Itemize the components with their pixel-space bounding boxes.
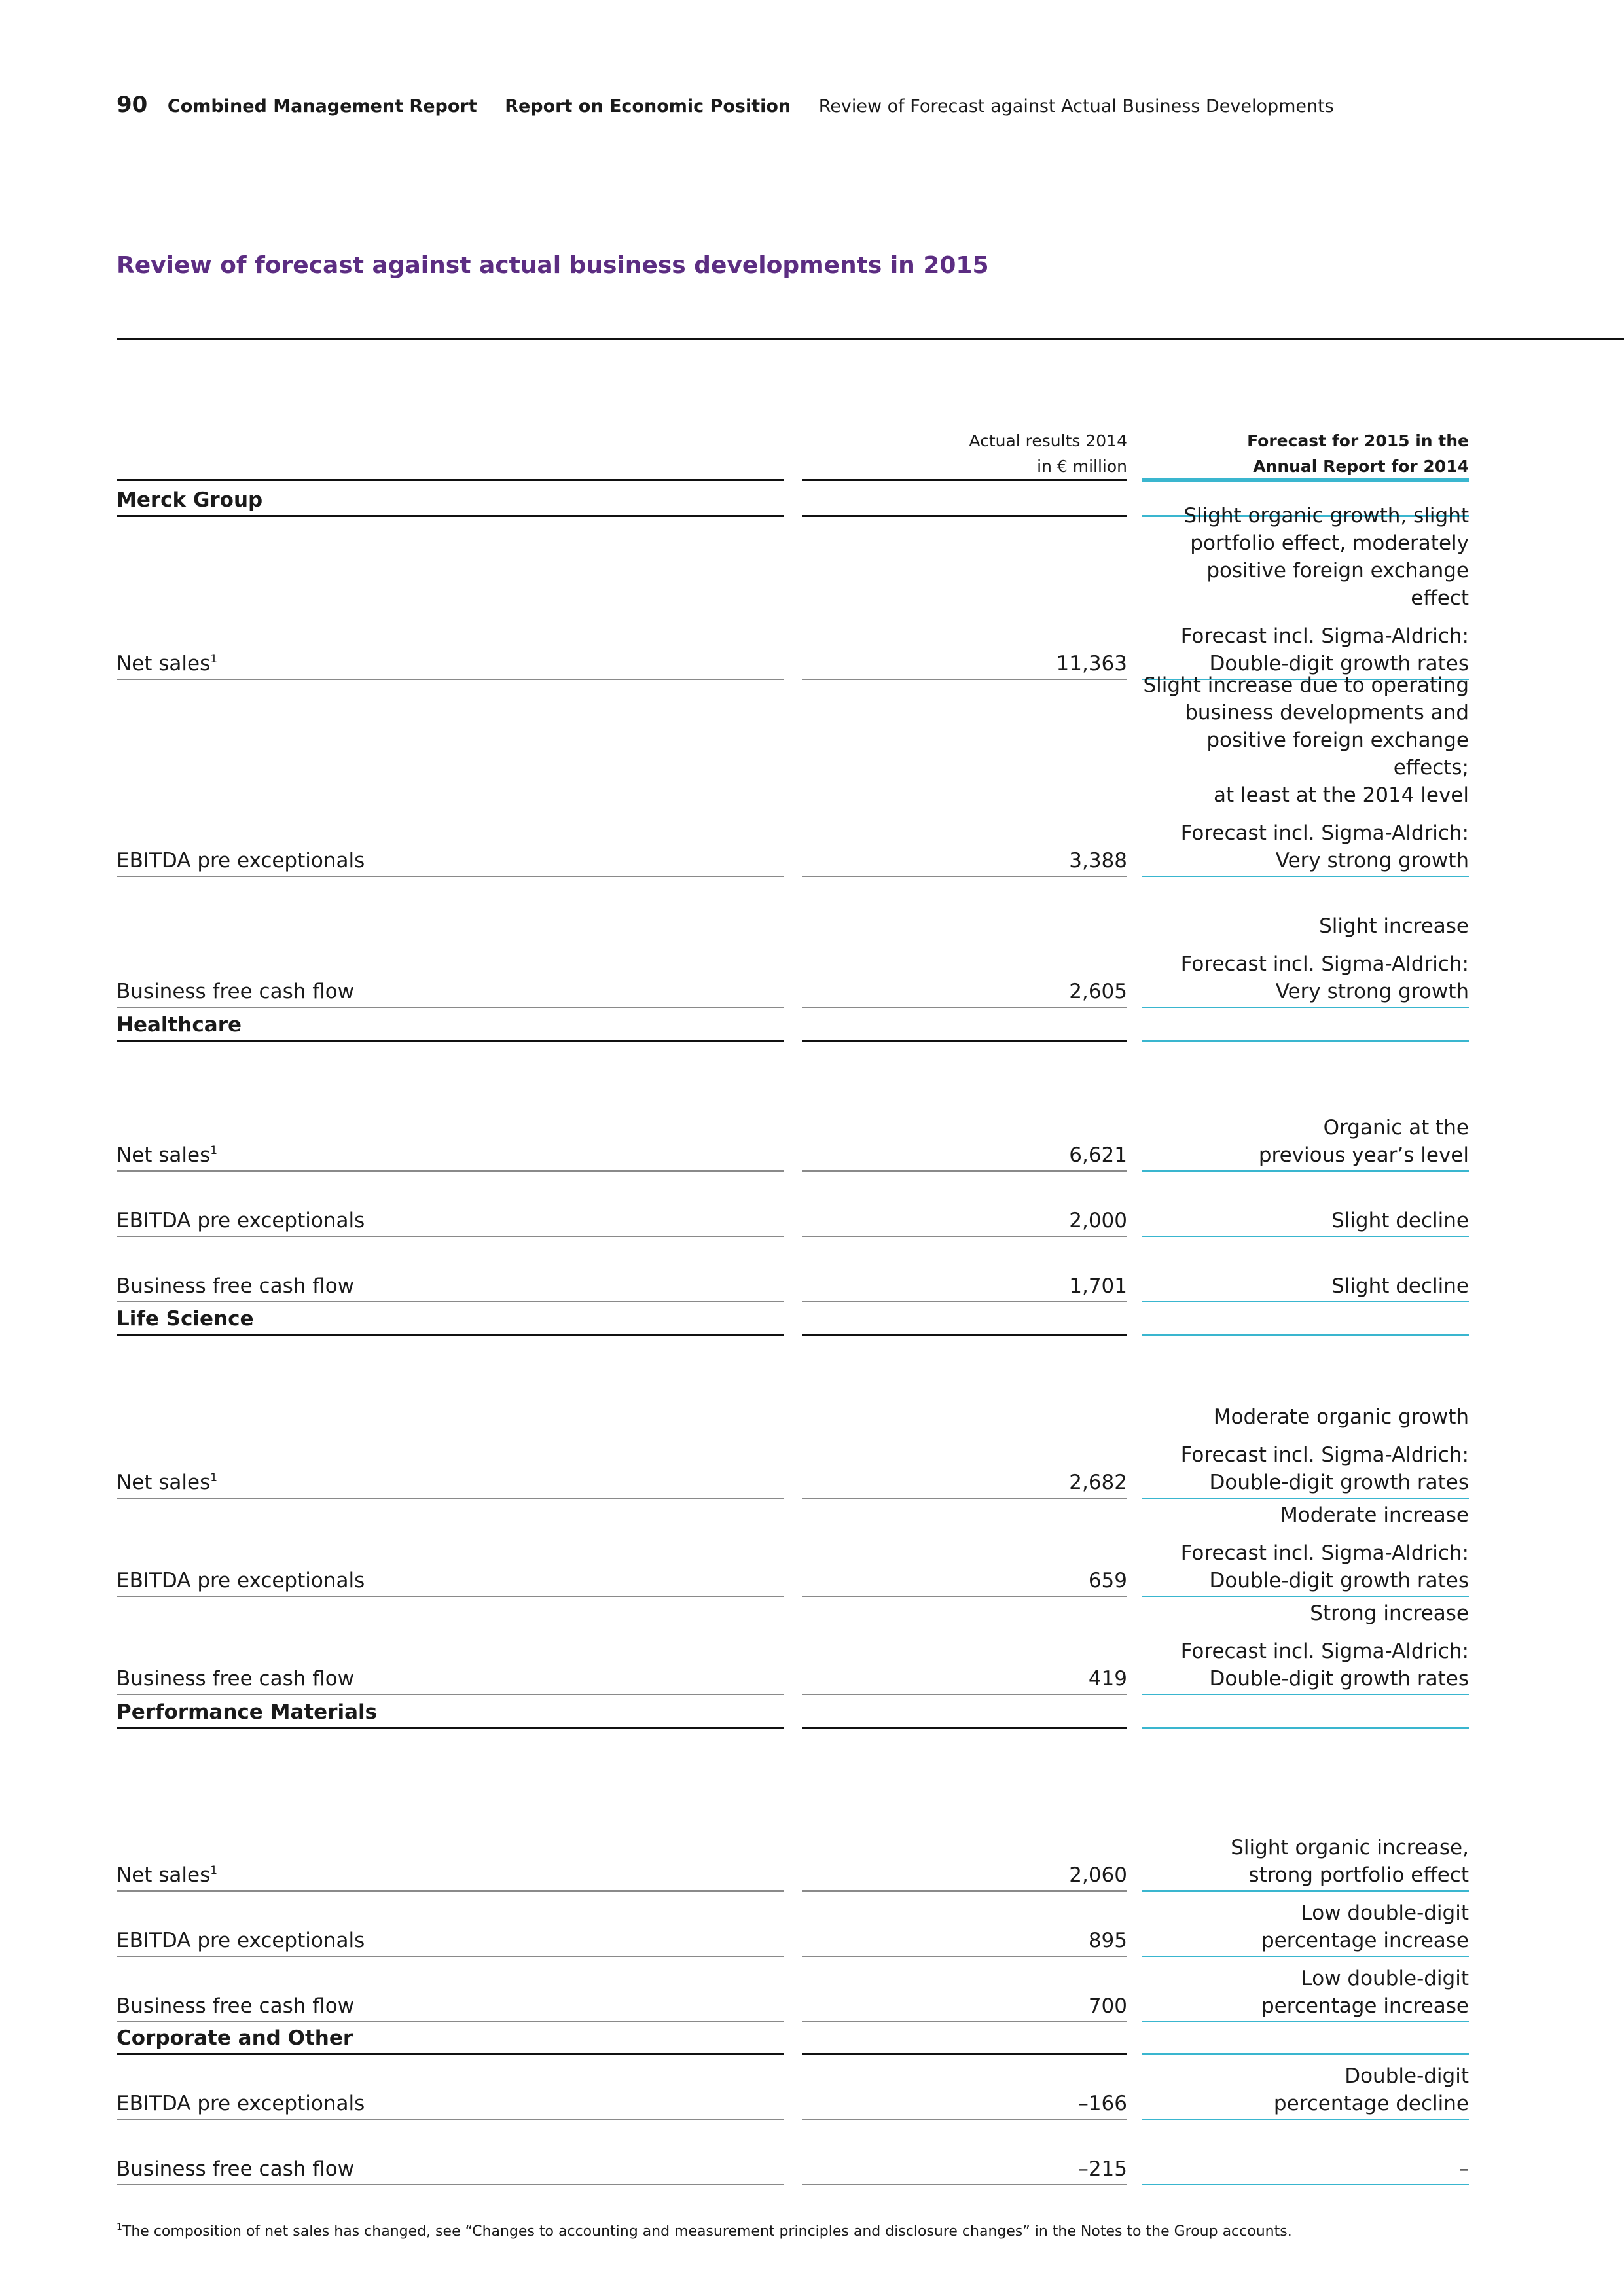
forecast-line: Moderate increase bbox=[1280, 1503, 1469, 1527]
footnote-ref: 1 bbox=[210, 1471, 218, 1484]
section-label: Healthcare bbox=[117, 1013, 242, 1037]
row-rule-forecast bbox=[1142, 2184, 1469, 2185]
actual-value: 3,388 bbox=[1069, 849, 1127, 872]
actual-value: 895 bbox=[1088, 1929, 1127, 1952]
forecast-line: Forecast incl. Sigma-Aldrich: bbox=[1180, 1640, 1469, 1663]
forecast-line: Double-digit growth rates bbox=[1209, 652, 1469, 675]
row-label-text: Net sales bbox=[117, 1863, 211, 1887]
header-subsection: Report on Economic Position bbox=[505, 96, 791, 117]
footnote bbox=[117, 2223, 1292, 2240]
forecast-line: Low double-digit bbox=[1301, 1967, 1469, 1990]
actual-value: 6,621 bbox=[1069, 1143, 1127, 1167]
actual-value: 11,363 bbox=[1056, 652, 1127, 675]
header-section: Combined Management Report bbox=[167, 96, 477, 117]
forecast-line: Slight increase bbox=[1319, 914, 1469, 938]
section-label: Performance Materials bbox=[117, 1700, 378, 1724]
row-label bbox=[117, 2155, 784, 2183]
forecast-line: portfolio effect, moderately bbox=[1190, 531, 1469, 555]
footnote-ref: 1 bbox=[210, 1144, 218, 1157]
row-label-text: Business free cash flow bbox=[117, 980, 355, 1003]
footnote-marker: 1 bbox=[117, 2222, 122, 2233]
actual-value: 2,682 bbox=[1069, 1471, 1127, 1494]
forecast-line: percentage decline bbox=[1273, 2092, 1469, 2115]
forecast-line: percentage increase bbox=[1261, 1929, 1469, 1952]
actual-value: 659 bbox=[1088, 1569, 1127, 1592]
row-label-text: EBITDA pre exceptionals bbox=[117, 1209, 365, 1232]
forecast-line: at least at the 2014 level bbox=[1213, 783, 1469, 807]
footnote-text: The composition of net sales has changed, see “Changes to accounting and measurement principles and disclosure changes” in the Notes to the Group accounts. bbox=[122, 2223, 1292, 2240]
row-label-text: EBITDA pre exceptionals bbox=[117, 849, 365, 872]
row-label-text: Business free cash flow bbox=[117, 1994, 355, 2018]
page-title: Review of forecast against actual business developments in 2015 bbox=[117, 252, 989, 279]
forecast-line: Slight decline bbox=[1331, 1274, 1469, 1298]
row-label-text: Business free cash flow bbox=[117, 1667, 355, 1691]
forecast-line: Slight organic increase, bbox=[1231, 1836, 1469, 1859]
forecast-line: Forecast incl. Sigma-Aldrich: bbox=[1180, 624, 1469, 648]
column-header-forecast-line2: Annual Report for 2014 bbox=[1253, 457, 1469, 476]
forecast-line: Moderate organic growth bbox=[1213, 1405, 1469, 1429]
row-label-text: Net sales bbox=[117, 1143, 211, 1167]
actual-value: 2,000 bbox=[1069, 1209, 1127, 1232]
column-header-actual-line2: in € million bbox=[1037, 457, 1127, 476]
footnote-ref: 1 bbox=[210, 1864, 218, 1877]
forecast-line: Slight organic growth, slight bbox=[1183, 504, 1469, 528]
column-header-actual-line1: Actual results 2014 bbox=[969, 431, 1127, 450]
forecast-line: Organic at the bbox=[1323, 1116, 1469, 1139]
row-label-text: Business free cash flow bbox=[117, 2157, 355, 2181]
actual-value: 419 bbox=[1088, 1667, 1127, 1691]
forecast-line: Slight decline bbox=[1331, 1209, 1469, 1232]
forecast-line: positive foreign exchange effect bbox=[1206, 559, 1469, 610]
forecast-text bbox=[1142, 2155, 1469, 2183]
forecast-line: Double-digit growth rates bbox=[1209, 1569, 1469, 1592]
forecast-line: positive foreign exchange effects; bbox=[1206, 728, 1469, 780]
forecast-line: strong portfolio effect bbox=[1248, 1863, 1469, 1887]
actual-value: 1,701 bbox=[1069, 1274, 1127, 1298]
row-label-text: Net sales bbox=[117, 1471, 211, 1494]
section-label: Corporate and Other bbox=[117, 2026, 353, 2050]
actual-value: –166 bbox=[1078, 2092, 1127, 2115]
actual-value: 2,605 bbox=[1069, 980, 1127, 1003]
row-label-text: Net sales bbox=[117, 652, 211, 675]
row-label-text: EBITDA pre exceptionals bbox=[117, 2092, 365, 2115]
actual-value: 2,060 bbox=[1069, 1863, 1127, 1887]
forecast-line: Double-digit bbox=[1344, 2064, 1469, 2088]
row-rule-value bbox=[802, 2184, 1127, 2185]
forecast-line: Forecast incl. Sigma-Aldrich: bbox=[1180, 1541, 1469, 1565]
forecast-line: business developments and bbox=[1185, 701, 1469, 725]
row-label-text: EBITDA pre exceptionals bbox=[117, 1929, 365, 1952]
page-number: 90 bbox=[117, 92, 148, 118]
forecast-line: Double-digit growth rates bbox=[1209, 1667, 1469, 1691]
row-label-text: EBITDA pre exceptionals bbox=[117, 1569, 365, 1592]
actual-value: 700 bbox=[1088, 1994, 1127, 2018]
forecast-line: Forecast incl. Sigma-Aldrich: bbox=[1180, 821, 1469, 845]
row-label-text: Business free cash flow bbox=[117, 1274, 355, 1298]
actual-value: –215 bbox=[1078, 2157, 1127, 2181]
forecast-line: Forecast incl. Sigma-Aldrich: bbox=[1180, 952, 1469, 976]
section-label: Life Science bbox=[117, 1307, 254, 1331]
forecast-line: Double-digit growth rates bbox=[1209, 1471, 1469, 1494]
forecast-line: percentage increase bbox=[1261, 1994, 1469, 2018]
forecast-line: previous year’s level bbox=[1258, 1143, 1469, 1167]
forecast-line: Very strong growth bbox=[1275, 980, 1469, 1003]
forecast-line: – bbox=[1458, 2157, 1469, 2181]
header-topic: Review of Forecast against Actual Business Developments bbox=[818, 96, 1334, 117]
forecast-line: Slight increase due to operating bbox=[1143, 673, 1469, 697]
footnote-ref: 1 bbox=[210, 653, 218, 666]
forecast-line: Forecast incl. Sigma-Aldrich: bbox=[1180, 1443, 1469, 1467]
forecast-line: Very strong growth bbox=[1275, 849, 1469, 872]
forecast-line: Low double-digit bbox=[1301, 1901, 1469, 1925]
forecast-line: Strong increase bbox=[1310, 1602, 1469, 1625]
row-rule-label bbox=[117, 2184, 784, 2185]
section-label: Merck Group bbox=[117, 488, 263, 512]
column-header-forecast-line1: Forecast for 2015 in the bbox=[1247, 431, 1469, 450]
